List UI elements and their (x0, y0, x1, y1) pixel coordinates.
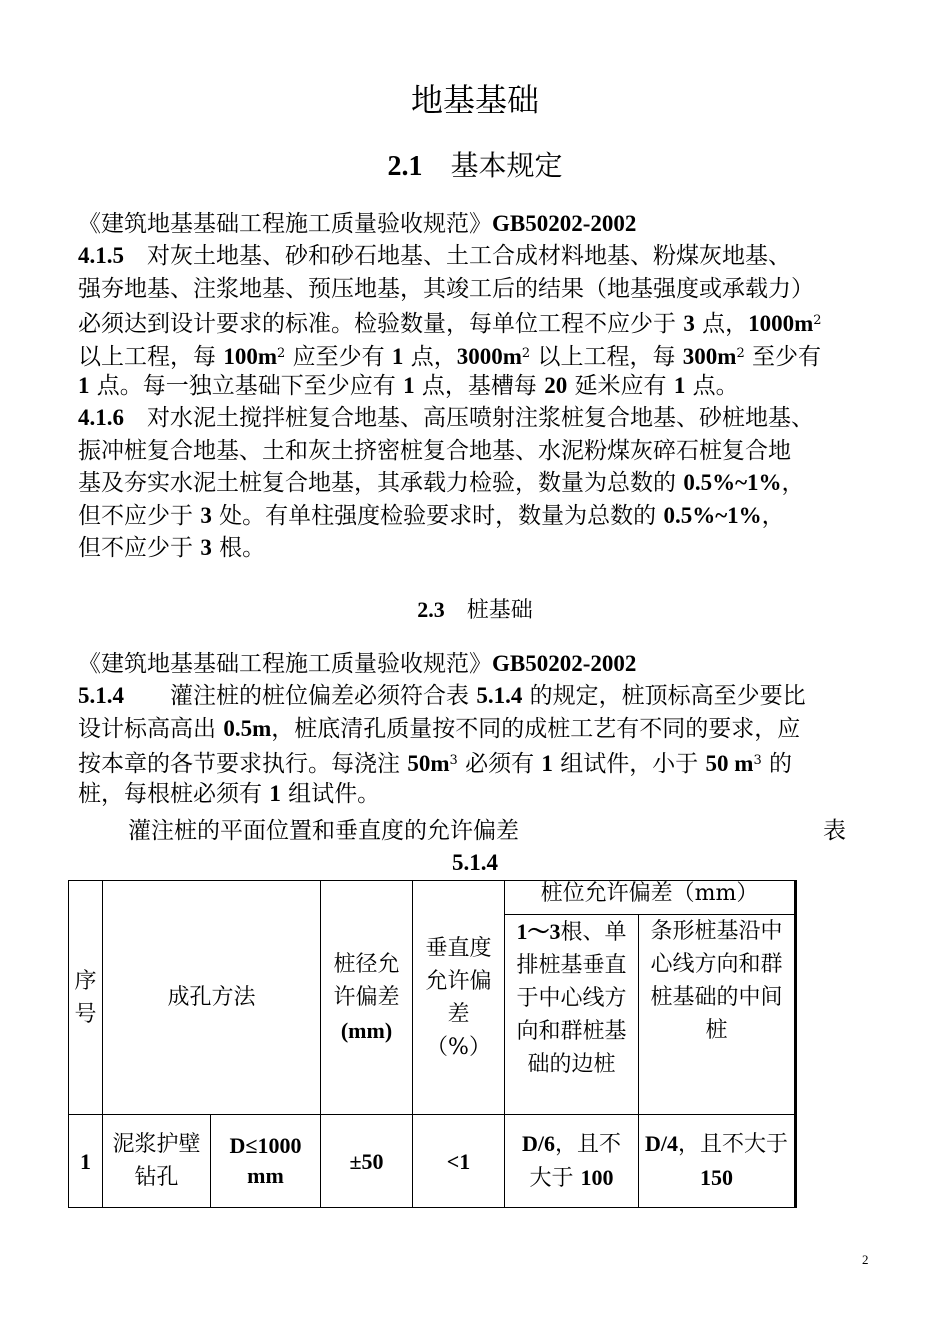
section-name: 基本规定 (450, 149, 563, 182)
cell-seq: 1 (69, 1115, 103, 1208)
table-row (69, 1115, 796, 1208)
section-number: 2.3 (417, 597, 445, 622)
section-name: 桩基础 (466, 598, 533, 623)
text-line: 基及夯实水泥土桩复合地基，其承载力检验，数量为总数的 0.5%~1%， (78, 470, 805, 497)
cell-method: 泥浆护壁钻孔 (103, 1115, 211, 1208)
section-number: 2.1 (387, 151, 423, 182)
header-seq: 序号 (69, 881, 103, 1115)
table-header-row (69, 881, 796, 915)
text-line: 振冲桩复合地基、土和灰土挤密桩复合地基、水泥粉煤灰碎石桩复合地 (78, 437, 791, 464)
text-line: 按本章的各节要求执行。每浇注 $50m^3$ 必须有 1 组试件，小于 50 $m^3$ 的 (78, 751, 793, 778)
cell-diameter-tolerance: ±50 (321, 1115, 413, 1208)
text-line: 4.1.5 对灰土地基、砂和砂石地基、土工合成材料地基、粉煤灰地基、 (78, 243, 791, 270)
table-caption (128, 815, 858, 847)
header-diameter: 桩径允许偏差 (mm) (321, 881, 413, 1115)
text-line: 5.1.4 灌注桩的桩位偏差必须符合表 5.1.4 的规定，桩顶标高至少要比 (78, 683, 806, 710)
page-title: 地基基础 (410, 81, 539, 119)
page-number: 2 (862, 1252, 869, 1267)
cell-verticality: <1 (413, 1115, 505, 1208)
text-line: 《建筑地基基础工程施工质量验收规范》GB50202-2002 (78, 651, 637, 677)
text-line: 但不应少于 3 处。有单柱强度检验要求时，数量为总数的 0.5%~1%， (78, 502, 785, 529)
cell-position-middle: D/4，且不大于 150 (639, 1115, 796, 1208)
cell-condition: D≤1000mm (211, 1115, 321, 1208)
text-line: 强夯地基、注浆地基、预压地基，其竣工后的结果（地基强度或承载力） (78, 275, 814, 302)
table-caption-label: 表 (823, 818, 846, 844)
table-caption-text: 灌注桩的平面位置和垂直度的允许偏差 (128, 818, 519, 844)
text-line: 4.1.6 对水泥土搅拌桩复合地基、高压喷射注浆桩复合地基、砂桩地基、 (78, 405, 814, 432)
header-verticality: 垂直度允许偏差（%） (413, 881, 505, 1115)
section-heading-2-3 (0, 595, 950, 626)
text-line: 1 点。每一独立基础下至少应有 1 点，基槽每 20 延米应有 1 点。 (78, 373, 739, 399)
table-number: 5.1.4 (452, 850, 498, 875)
text-line: 但不应少于 3 根。 (78, 535, 266, 561)
header-position-edge: 1～3根、单排桩基垂直于中心线方向和群桩基础的边桩 (505, 915, 639, 1115)
cell-position-edge: D/6，且不大于 100 (505, 1115, 639, 1208)
text-line: 桩，每根桩必须有 1 组试件。 (78, 780, 381, 807)
text-line: 必须达到设计要求的标准。检验数量，每单位工程不应少于 3 点，$1000m^2$ (78, 311, 822, 338)
header-method: 成孔方法 (103, 881, 321, 1115)
text-line: 设计标高高出 0.5m，桩底清孔质量按不同的成桩工艺有不同的要求，应 (78, 715, 801, 742)
tolerance-table (68, 880, 797, 1208)
section-heading-2-1 (0, 148, 950, 185)
text-line: 以上工程，每 $100m^2$ 应至少有 1 点，$3000m^2$ 以上工程，每 $300m^2$ 至少有 (78, 343, 822, 370)
header-position-middle: 条形桩基沿中心线方向和群桩基础的中间桩 (639, 915, 796, 1115)
header-position: 桩位允许偏差（mm） (505, 881, 796, 915)
text-line: 《建筑地基基础工程施工质量验收规范》GB50202-2002 (78, 211, 637, 237)
